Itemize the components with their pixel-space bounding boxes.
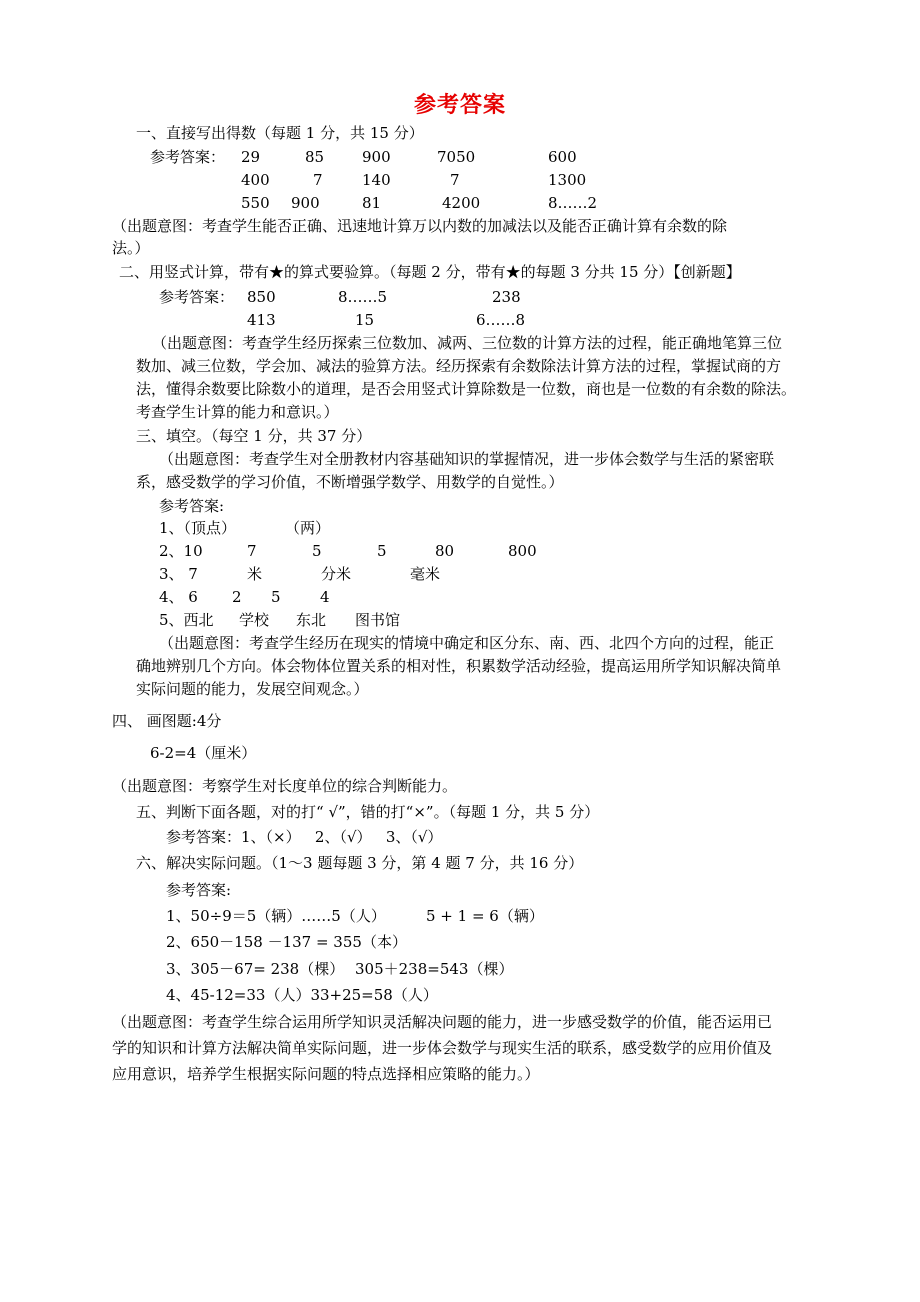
- s3-q5-b: 学校: [239, 611, 270, 629]
- s3-q5-a: 5、西北: [159, 611, 214, 629]
- section4-answer: 6-2=4（厘米）: [150, 744, 257, 762]
- s3-q2-e: 80: [435, 542, 455, 560]
- section3-intent-a-line2: 系，感受数学的学习价值，不断增强学数学、用数学的自觉性。）: [136, 473, 564, 491]
- s3-q5-d: 图书馆: [355, 611, 401, 629]
- section6-answer3-a: 3、305－67= 238（棵）: [166, 960, 345, 978]
- s3-q2-b: 7: [247, 542, 257, 560]
- s3-q4-d: 4: [320, 588, 330, 606]
- section1-intent-line2: 法。）: [112, 239, 150, 257]
- s1-r1-c3: 900: [362, 148, 391, 166]
- section3-intent-b-line2: 确地辨别几个方向。体会物体位置关系的相对性，积累数学活动经验，提高运用所学知识解决简单: [136, 657, 782, 675]
- s3-q1-a: 1、（顶点）: [159, 519, 237, 537]
- s3-q3-d: 毫米: [410, 565, 441, 583]
- section6-answer2: 2、650－158 －137 = 355（本）: [166, 933, 407, 951]
- section3-intent-b-line1: （出题意图：考查学生经历在现实的情境中确定和区分东、南、西、北四个方向的过程，能正: [159, 634, 775, 652]
- section4-heading: 四、 画图题:4分: [112, 712, 222, 730]
- section3-intent-a-line1: （出题意图：考查学生对全册教材内容基础知识的掌握情况，进一步体会数学与生活的紧密联: [159, 450, 775, 468]
- s3-q3-a: 3、 7: [159, 565, 198, 583]
- s3-q4-b: 2: [232, 588, 242, 606]
- s1-r2-c3: 140: [362, 171, 391, 189]
- s1-r2-c4: 7: [450, 171, 460, 189]
- s1-r3-c1: 550: [241, 194, 270, 212]
- section6-answer1-a: 1、50÷9＝5（辆）……5（人）: [166, 907, 386, 925]
- s3-q2-f: 800: [508, 542, 537, 560]
- section6-answer-label: 参考答案:: [166, 881, 232, 899]
- section6-answer1-b: 5 + 1 = 6（辆）: [426, 907, 544, 925]
- section2-intent-line4: 考查学生计算的能力和意识。）: [136, 403, 339, 421]
- section5-answer: 参考答案：1、（×） 2、（√） 3、（√）: [166, 828, 443, 846]
- section3-intent-b-line3: 实际问题的能力，发展空间观念。）: [136, 680, 369, 698]
- section1-answer-label: 参考答案：: [150, 148, 226, 166]
- section2-intent-line1: （出题意图：考查学生经历探索三位数加、减两、三位数的计算方法的过程，能正确地笔算三位: [152, 334, 783, 352]
- s2-r1-c2: 8……5: [338, 288, 388, 306]
- section1-intent-line1: （出题意图：考查学生能否正确、迅速地计算万以内数的加减法以及能否正确计算有余数的除: [112, 217, 728, 235]
- s3-q3-c: 分米: [321, 565, 352, 583]
- s3-q4-c: 5: [271, 588, 281, 606]
- s2-r1-c3: 238: [492, 288, 521, 306]
- s3-q2-a: 2、10: [159, 542, 203, 560]
- s1-r2-c5: 1300: [548, 171, 587, 189]
- s1-r2-c1: 400: [241, 171, 270, 189]
- s1-r1-c1: 29: [241, 148, 261, 166]
- s1-r3-c3: 81: [362, 194, 382, 212]
- s1-r3-c2: 900: [291, 194, 320, 212]
- section5-heading: 五、判断下面各题，对的打“ √”，错的打“×”。（每题 1 分，共 5 分）: [136, 803, 600, 821]
- s2-r2-c1: 413: [247, 311, 276, 329]
- section6-intent-line2: 学的知识和计算方法解决简单实际问题，进一步体会数学与现实生活的联系，感受数学的应用价值及: [112, 1039, 773, 1057]
- section4-intent: （出题意图：考察学生对长度单位的综合判断能力。: [112, 777, 458, 795]
- s3-q5-c: 东北: [296, 611, 327, 629]
- s3-q2-d: 5: [377, 542, 387, 560]
- page-title: 参考答案: [413, 92, 506, 118]
- section2-answer-label: 参考答案：: [159, 288, 235, 306]
- section6-answer4: 4、45-12=33（人）33+25=58（人）: [166, 986, 438, 1004]
- section2-intent-line3: 法，懂得余数要比除数小的道理，是否会用竖式计算除数是一位数，商也是一位数的有余数的除法。: [136, 380, 797, 398]
- s1-r2-c2: 7: [313, 171, 323, 189]
- s3-q2-c: 5: [312, 542, 322, 560]
- section2-intent-line2: 数加、减三位数，学会加、减法的验算方法。经历探索有余数除法计算方法的过程，掌握试商的方: [136, 357, 782, 375]
- section3-heading: 三、填空。（每空 1 分，共 37 分）: [136, 427, 372, 445]
- s1-r3-c4: 4200: [442, 194, 481, 212]
- section6-intent-line3: 应用意识，培养学生根据实际问题的特点选择相应策略的能力。）: [112, 1065, 540, 1083]
- s1-r1-c5: 600: [548, 148, 577, 166]
- section6-intent-line1: （出题意图：考查学生综合运用所学知识灵活解决问题的能力，进一步感受数学的价值，能否运用已: [112, 1013, 773, 1031]
- section6-answer3-b: 305＋238=543（棵）: [355, 960, 514, 978]
- s1-r1-c4: 7050: [437, 148, 476, 166]
- s3-q3-b: 米: [247, 565, 263, 583]
- s1-r3-c5: 8……2: [548, 194, 598, 212]
- section6-heading: 六、解决实际问题。（1～3 题每题 3 分，第 4 题 7 分，共 16 分）: [136, 854, 584, 872]
- section2-heading: 二、用竖式计算，带有★的算式要验算。（每题 2 分，带有★的每题 3 分共 15 分）【创新题】: [119, 263, 741, 281]
- s2-r2-c2: 15: [355, 311, 375, 329]
- s1-r1-c2: 85: [305, 148, 325, 166]
- s3-q1-b: （两）: [285, 519, 331, 537]
- section1-heading: 一、直接写出得数（每题 1 分，共 15 分）: [136, 124, 424, 142]
- s3-q4-a: 4、 6: [159, 588, 198, 606]
- section3-answer-label: 参考答案:: [159, 497, 225, 515]
- s2-r1-c1: 850: [247, 288, 276, 306]
- s2-r2-c3: 6……8: [476, 311, 526, 329]
